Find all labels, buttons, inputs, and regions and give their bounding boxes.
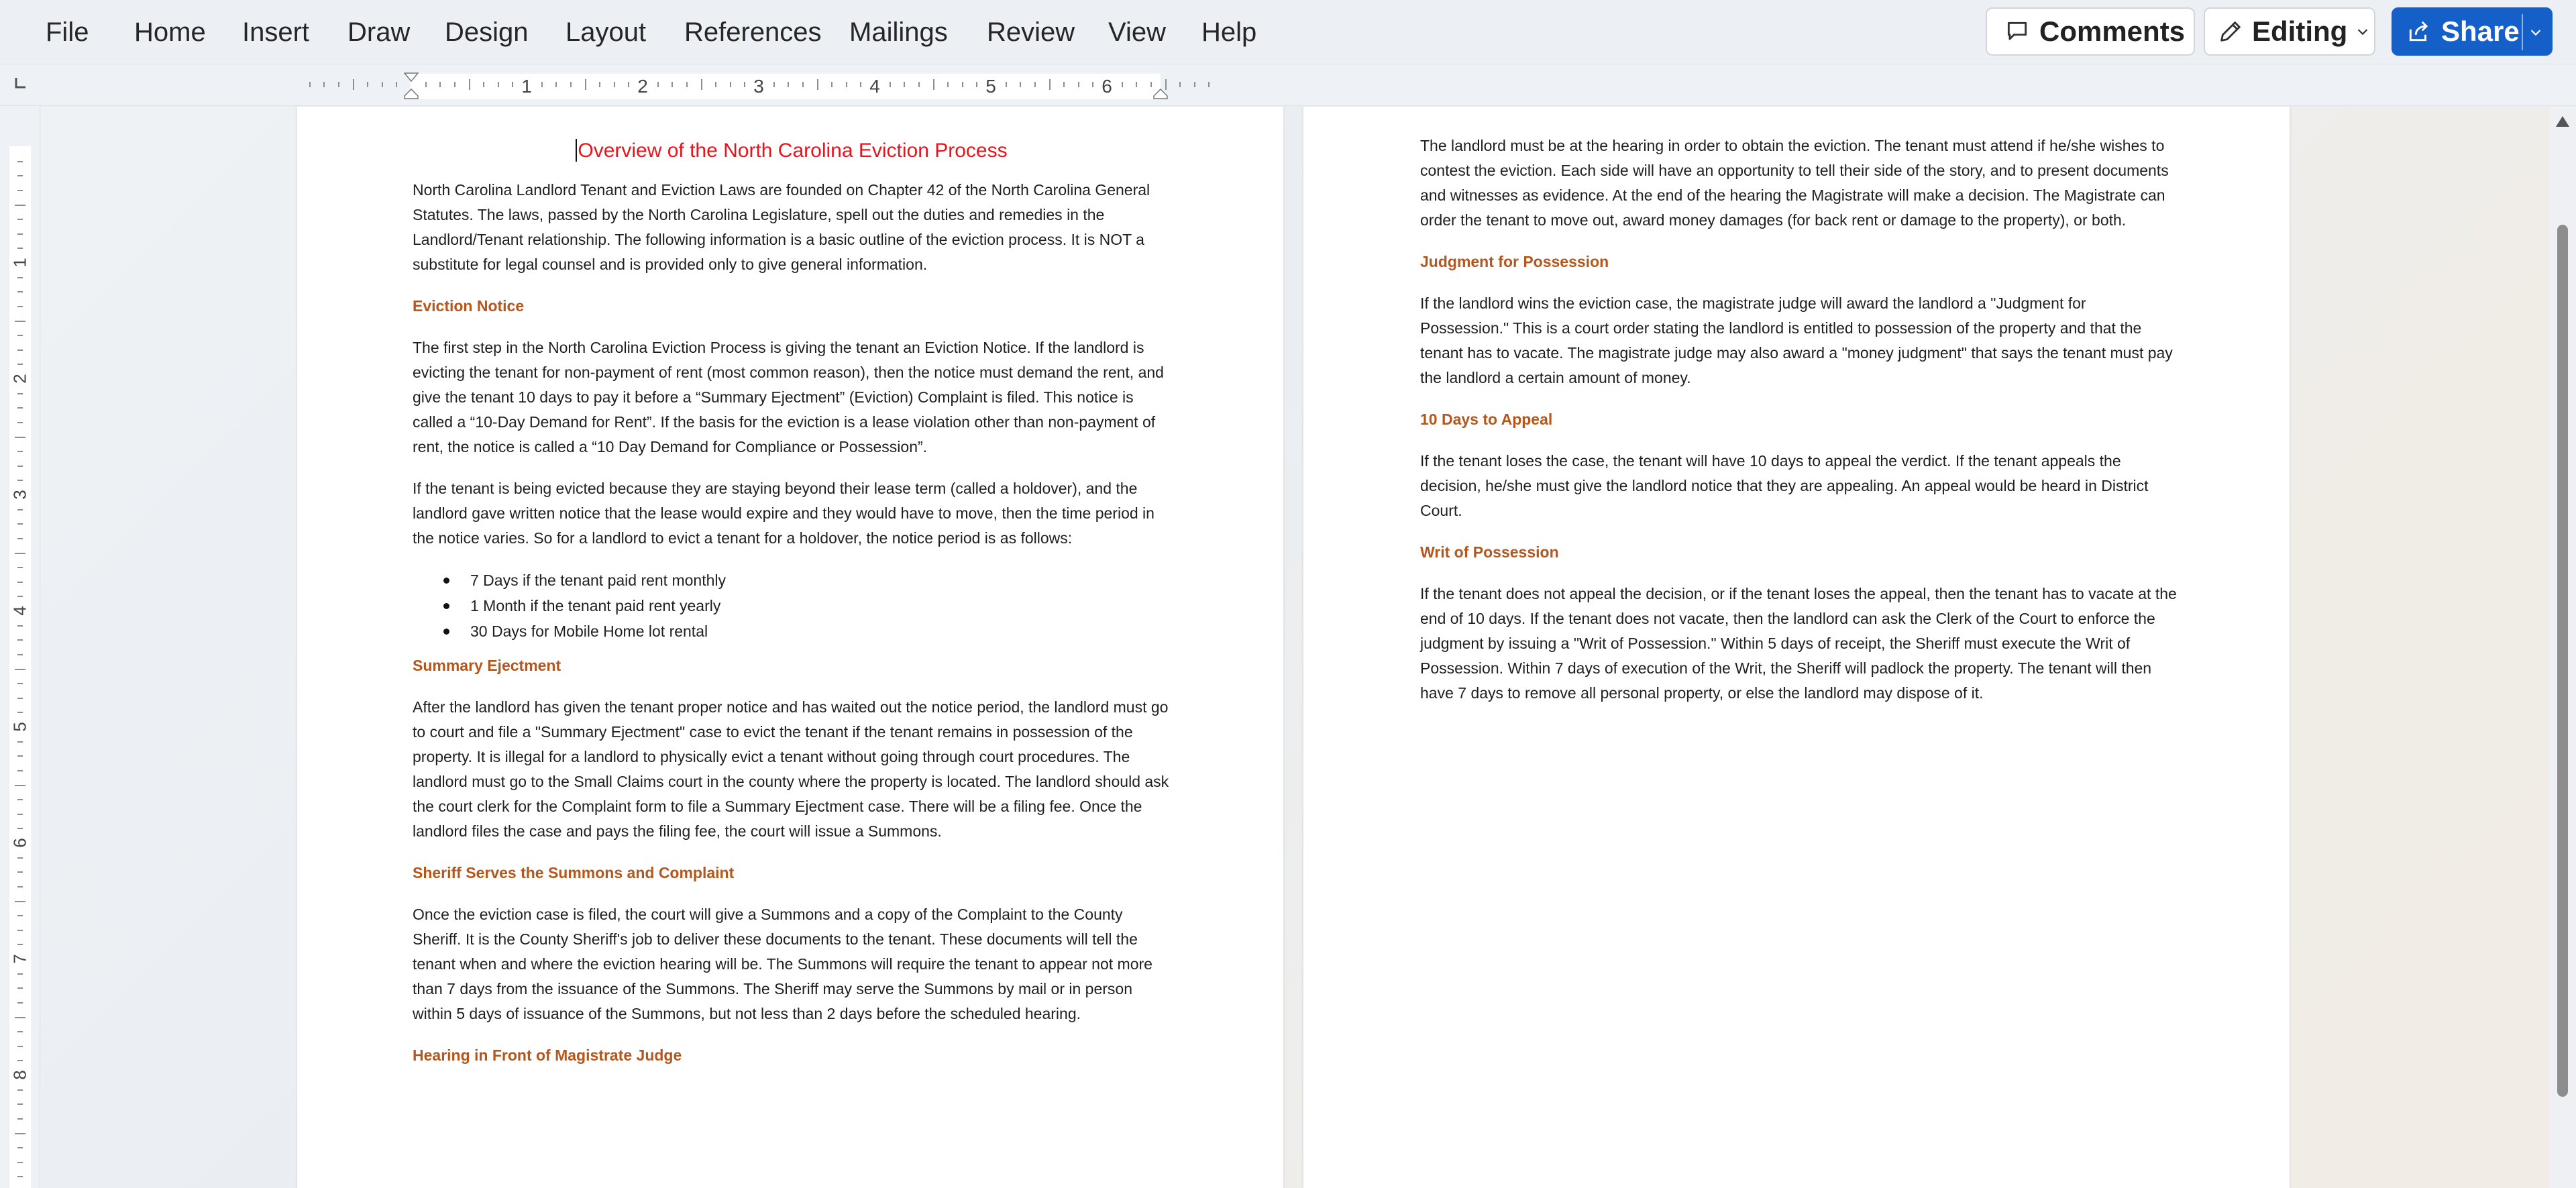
ruler-tick [396, 82, 397, 87]
ruler-tick [1063, 82, 1065, 87]
left-indent-marker[interactable] [404, 89, 419, 103]
vertical-ruler-tick [15, 437, 25, 438]
ruler-tick [788, 82, 789, 87]
list-item[interactable]: 30 Days for Mobile Home lot rental [413, 618, 1171, 644]
ruler-tick [657, 82, 659, 87]
vertical-ruler-tick [15, 785, 25, 786]
vertical-ruler-tick [17, 364, 23, 365]
vertical-ruler-tick [17, 190, 23, 191]
judgment-paragraph[interactable]: If the landlord wins the eviction case, the magistrate judge will award the landlord a "Judgment for Possession." This is a court order stating the landlord is entitled to possession of the property and that the tenant has to vacate. The magistrate judge may also award a "money judgment" that says the tenant must pay the landlord a certain amount of money. [1420, 294, 2173, 386]
menu-design[interactable]: Design [445, 17, 529, 47]
ruler-number: 1 [521, 76, 532, 97]
vertical-ruler-tick [17, 1031, 23, 1032]
vertical-ruler-tick [17, 828, 23, 829]
ruler-tick [947, 82, 949, 87]
list-item[interactable]: 7 Days if the tenant paid rent monthly [413, 568, 1171, 593]
vertical-ruler-tick [17, 973, 23, 975]
list-item[interactable]: 1 Month if the tenant paid rent yearly [413, 593, 1171, 618]
vertical-ruler-tick [17, 741, 23, 743]
ruler-tick [1179, 82, 1181, 87]
vertical-ruler-number: 7 [9, 954, 30, 964]
ruler-tick [846, 82, 847, 87]
ruler-tick [802, 82, 804, 87]
ruler-tick [614, 82, 615, 87]
ruler-tick [425, 82, 427, 87]
ruler-tick [555, 82, 557, 87]
ruler-tick [890, 82, 891, 87]
vertical-ruler-tick [15, 669, 25, 670]
vertical-ruler-tick [17, 1162, 23, 1163]
ruler-tick [498, 82, 499, 87]
vertical-ruler-number: 6 [9, 838, 30, 848]
vertical-ruler-tick [17, 871, 23, 873]
editing-mode-button[interactable] [2204, 7, 2375, 56]
ruler-tick [962, 82, 963, 87]
vertical-ruler-tick [17, 393, 23, 394]
ruler-tick [1165, 79, 1167, 90]
vertical-ruler-number: 4 [9, 606, 30, 616]
ruler-tick [933, 79, 934, 90]
vertical-ruler-tick [17, 538, 23, 539]
intro-paragraph[interactable]: North Carolina Landlord Tenant and Eviction Laws are founded on Chapter 42 of the North Carolina General Statutes. The laws, passed by the North Carolina Legislature, spell out the duties and remedies in the Landlord/Tenant relationship. The following information is a basic outline of the eviction process. It is NOT a substitute for legal counsel and is provided only to give general information. [413, 181, 1150, 273]
menu-draw[interactable]: Draw [347, 17, 411, 47]
ruler-tick [817, 79, 818, 90]
ruler-tick [439, 82, 441, 87]
comments-label: Comments [2039, 15, 2186, 47]
vertical-ruler-tick [17, 944, 23, 945]
ruler-tick [918, 82, 920, 87]
ruler-number: 4 [869, 76, 880, 97]
vertical-ruler-number: 8 [9, 1070, 30, 1080]
vertical-ruler-tick [17, 1002, 23, 1004]
vertical-ruler-tick [17, 1176, 23, 1177]
vertical-ruler-tick [17, 930, 23, 931]
ruler-tick [338, 82, 339, 87]
vertical-ruler-tick [17, 987, 23, 989]
vertical-ruler-tick [17, 1103, 23, 1105]
ruler-tick [367, 82, 368, 87]
vertical-ruler-tick [17, 407, 23, 409]
vertical-ruler-tick [17, 698, 23, 699]
vertical-ruler-tick [17, 814, 23, 815]
vertical-ruler-tick [17, 451, 23, 452]
eviction-notice-paragraph[interactable]: The first step in the North Carolina Eviction Process is giving the tenant an Eviction Notice. If the landlord is evicting the tenant for non-payment of rent (most common reason), then the notice must demand the rent, and give the tenant 10 days to pay it before a “Summary Ejectment” (Eviction) Complaint is filed. This notice is called a “10-Day Demand for Rent”. If the basis for the eviction is a lease violation other than non-payment of rent, the notice is called a “10 Day Demand for Compliance or Possession”. [413, 339, 1164, 455]
vertical-ruler-tick [17, 639, 23, 641]
vertical-ruler-number: 2 [9, 374, 30, 384]
document-page-1[interactable] [297, 107, 1283, 1188]
ruler-tick [585, 79, 586, 90]
ruler-tick [483, 82, 484, 87]
document-canvas[interactable] [41, 107, 2549, 1188]
heading-eviction-notice[interactable]: Eviction Notice [413, 297, 525, 315]
share-label: Share [2441, 15, 2520, 47]
horizontal-ruler[interactable] [295, 74, 1275, 99]
heading-summary-ejectment[interactable]: Summary Ejectment [413, 657, 561, 674]
vertical-ruler-tick [17, 654, 23, 655]
first-line-indent-marker[interactable] [404, 72, 419, 85]
ruler-tick [1092, 82, 1093, 87]
vertical-ruler-tick [17, 277, 23, 278]
ruler-tick [1049, 79, 1051, 90]
vertical-ruler-tick [15, 901, 25, 902]
notice-period-list [413, 568, 1171, 644]
vertical-ruler-tick [15, 1133, 25, 1134]
vertical-ruler-tick [17, 480, 23, 481]
vertical-ruler-number: 3 [9, 490, 30, 500]
writ-paragraph[interactable]: If the tenant does not appeal the decision, or if the tenant loses the appeal, then the tenant has to vacate at the end of 10 days. If the tenant does not vacate, then the landlord can ask the Clerk of the Court to enforce the judgment by issuing a "Writ of Possession." Within 5 days of receipt, the Sheriff must execute the Writ of Possession. Within 7 days of execution of the Writ, the Sheriff will padlock the property. The tenant will then have 7 days to remove all personal property, or else the landlord may dispose of it. [1420, 585, 2177, 702]
ruler-tick [1122, 82, 1123, 87]
menu-mailings[interactable]: Mailings [849, 17, 948, 47]
ruler-number: 6 [1102, 76, 1112, 97]
menu-file[interactable]: File [46, 17, 89, 47]
ruler-tick [309, 82, 311, 87]
document-title: Overview of the North Carolina Eviction Process [578, 140, 1008, 162]
vertical-ruler-tick [17, 625, 23, 627]
menu-help[interactable]: Help [1201, 17, 1257, 47]
menu-view[interactable]: View [1108, 17, 1166, 47]
menu-review[interactable]: Review [987, 17, 1075, 47]
ruler-tick [701, 79, 702, 90]
vertical-ruler-tick [17, 161, 23, 162]
appeal-paragraph[interactable]: If the tenant loses the case, the tenant will have 10 days to appeal the verdict. If the tenant appeals the decision, he/she must give the landlord notice that they are appealing. An appeal would be heard in District Court. [1420, 452, 2149, 519]
ruler-number: 5 [985, 76, 996, 97]
heading-judgment-for-possession[interactable]: Judgment for Possession [1420, 253, 1609, 270]
page-2-body[interactable] [1420, 133, 2178, 722]
right-indent-marker[interactable] [1153, 89, 1168, 103]
menu-insert[interactable]: Insert [242, 17, 310, 47]
document-page-2[interactable] [1303, 107, 2290, 1188]
vertical-ruler-tick [17, 596, 23, 597]
ruler-tick [904, 82, 905, 87]
vertical-ruler-tick [17, 799, 23, 800]
vertical-scrollbar[interactable] [2549, 107, 2576, 1188]
vertical-ruler-number: 5 [9, 722, 30, 732]
ruler-number: 2 [637, 76, 648, 97]
ruler-tick [599, 82, 600, 87]
ruler-tick [744, 82, 745, 87]
ruler-tick [1006, 82, 1007, 87]
ruler-tick [570, 82, 572, 87]
horizontal-ruler-bar [0, 64, 2576, 106]
vertical-ruler-tick [17, 219, 23, 220]
heading-writ-of-possession[interactable]: Writ of Possession [1420, 543, 1559, 561]
vertical-ruler-tick [17, 175, 23, 176]
heading-sheriff-serves[interactable]: Sheriff Serves the Summons and Complaint [413, 864, 735, 881]
comments-button[interactable] [1986, 7, 2195, 56]
editing-label: Editing [2252, 15, 2348, 47]
ruler-tick [1208, 82, 1210, 87]
vertical-ruler-tick [17, 1046, 23, 1047]
vertical-ruler-tick [17, 466, 23, 467]
vertical-ruler-tick [17, 248, 23, 249]
hearing-paragraph[interactable]: The landlord must be at the hearing in order to obtain the eviction. The tenant must attend if he/she wishes to contest the eviction. Each side will have an opportunity to tell their side of the story, and to present documents and witnesses as evidence. At the end of the hearing the Magistrate will make a decision. The Magistrate can order the tenant to move out, award money damages (for back rent or damage to the property), or both. [1420, 137, 2169, 229]
ruler-tick [323, 82, 325, 87]
sheriff-serves-paragraph[interactable]: Once the eviction case is filed, the court will give a Summons and a copy of the Complaint to the County Sheriff. It is the County Sheriff's job to deliver these documents to the tenant. These documents will tell the tenant when and where the eviction hearing will be. The Summons will require the tenant to appear not more than 7 days from the issuance of the Summons. The Sheriff may serve the Summons by mail or in person within 5 days of issuance of the Summons, but not less than 2 days before the scheduled hearing. [413, 906, 1152, 1022]
vertical-ruler-tick [17, 1118, 23, 1120]
vertical-ruler-tick [15, 321, 25, 322]
ruler-tick [672, 82, 673, 87]
vertical-ruler-tick [15, 553, 25, 554]
vertical-ruler-tick [17, 1147, 23, 1148]
menu-home[interactable]: Home [134, 17, 206, 47]
ruler-tick [382, 82, 383, 87]
vertical-ruler-tick [17, 1060, 23, 1061]
ruler-tick [730, 82, 731, 87]
ribbon-menu-bar [0, 0, 2576, 64]
pencil-icon [2217, 18, 2244, 45]
vertical-ruler-tick [17, 509, 23, 510]
vertical-ruler-tick [17, 349, 23, 351]
ruler-tick [469, 79, 470, 90]
heading-hearing[interactable]: Hearing in Front of Magistrate Judge [413, 1046, 682, 1064]
vertical-ruler-number: 1 [9, 258, 30, 268]
ruler-tick [976, 82, 977, 87]
ruler-tick [512, 82, 513, 87]
vertical-ruler-tick [17, 306, 23, 307]
share-icon [2406, 19, 2432, 44]
ruler-tick [1194, 82, 1195, 87]
tab-selector-icon[interactable] [13, 76, 28, 91]
ruler-tick [353, 79, 354, 90]
menu-layout[interactable]: Layout [566, 17, 647, 47]
vertical-ruler-tick [17, 1089, 23, 1091]
vertical-ruler-tick [17, 915, 23, 916]
vertical-ruler-tick [17, 422, 23, 423]
ruler-tick [1078, 82, 1079, 87]
ruler-tick [628, 82, 629, 87]
vertical-ruler-tick [17, 291, 23, 292]
ruler-tick [1136, 82, 1137, 87]
vertical-ruler-tick [17, 770, 23, 771]
ruler-tick [773, 82, 775, 87]
ruler-tick [1034, 82, 1036, 87]
vertical-ruler-tick [17, 683, 23, 684]
scroll-up-arrow-icon[interactable] [2556, 116, 2569, 127]
ruler-number: 3 [753, 76, 764, 97]
vertical-ruler-tick [17, 857, 23, 859]
comment-icon [2004, 19, 2030, 44]
ruler-tick [541, 82, 543, 87]
share-divider [2522, 14, 2523, 50]
holdover-paragraph[interactable]: If the tenant is being evicted because they are staying beyond their lease term (called a holdover), and the landlord gave written notice that the lease would expire and they would have to move, then the time period in the notice varies. So for a landlord to evict a tenant for a holdover, the notice period is as follows: [413, 480, 1155, 547]
vertical-ruler-tick [17, 712, 23, 713]
ruler-tick [860, 82, 861, 87]
heading-10-days-to-appeal[interactable]: 10 Days to Appeal [1420, 411, 1553, 428]
vertical-ruler-tick [17, 755, 23, 757]
menu-references[interactable]: References [684, 17, 822, 47]
ruler-tick [686, 82, 688, 87]
ruler-tick [1150, 82, 1152, 87]
vertical-ruler-tick [17, 886, 23, 887]
document-title-line[interactable] [413, 136, 1171, 166]
ruler-tick [1020, 82, 1021, 87]
ruler-tick [715, 82, 716, 87]
vertical-ruler-tick [17, 233, 23, 235]
ruler-tick [831, 82, 833, 87]
share-button[interactable] [2392, 7, 2553, 56]
vertical-ruler-tick [15, 205, 25, 206]
vertical-ruler-tick [17, 335, 23, 336]
share-chevron-down-icon[interactable] [2528, 25, 2543, 40]
scrollbar-thumb[interactable] [2557, 225, 2568, 1097]
vertical-ruler-tick [17, 523, 23, 525]
vertical-ruler[interactable] [0, 106, 40, 1188]
vertical-ruler-tick [15, 1017, 25, 1018]
summary-ejectment-paragraph[interactable]: After the landlord has given the tenant proper notice and has waited out the notice period, the landlord must go to court and file a "Summary Ejectment" case to evict the tenant if the tenant remains in possession of the property. It is illegal for a landlord to physically evict a tenant without going through court procedures. The landlord must go to the Small Claims court in the county where the property is located. The landlord should ask the court clerk for the Complaint form to file a Summary Ejectment case. There will be a filing fee. Once the landlord files the case and pays the filing fee, the court will issue a Summons. [413, 698, 1169, 840]
ruler-tick [454, 82, 455, 87]
page-1-body[interactable] [413, 136, 1171, 1085]
chevron-down-icon [2355, 24, 2370, 39]
vertical-ruler-tick [17, 567, 23, 568]
vertical-ruler-tick [17, 582, 23, 583]
